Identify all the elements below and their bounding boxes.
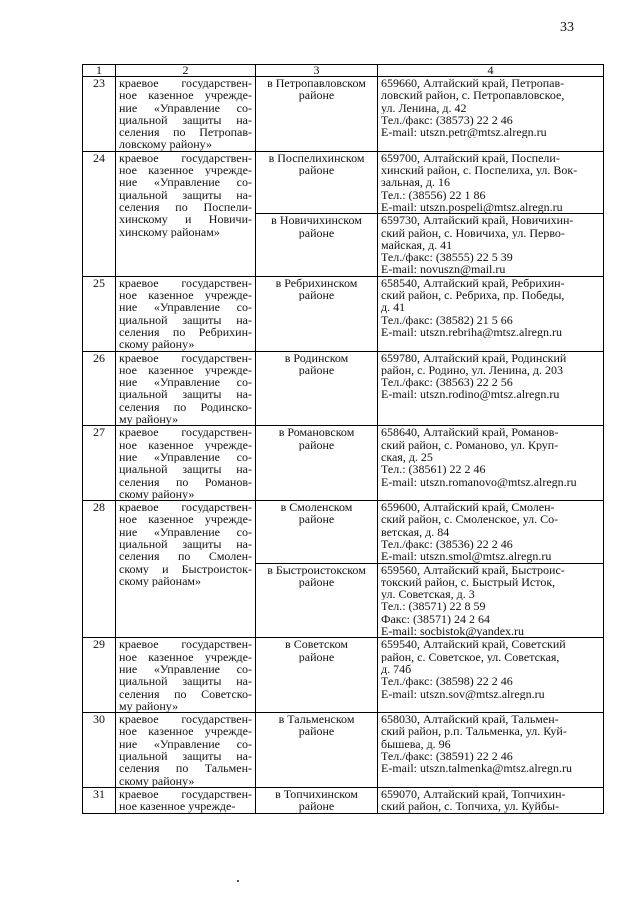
district-name-line: в Новичихинском <box>271 214 362 227</box>
district-name-line: районе <box>298 363 335 377</box>
district-name-line: районе <box>298 800 335 813</box>
contact-address-line: 659700, Алтайский край, Поспели- <box>381 151 560 165</box>
contact-address-line: E-mail: socbistok@yandex.ru <box>381 625 525 638</box>
organization-name-line: скому районам» <box>119 574 202 588</box>
organization-name-line: ное казенное учрежде- <box>119 289 252 302</box>
district-name-line: районе <box>298 575 335 589</box>
organization-name-line: ние «Управление со- <box>119 525 252 538</box>
contact-address-line: E-mail: novuszn@mail.ru <box>381 263 506 276</box>
scan-speck <box>237 880 239 882</box>
organization-name-line: краевое государствен- <box>119 426 252 439</box>
contact-address <box>378 501 604 563</box>
row-number: 23 <box>83 77 116 152</box>
contact-address-line: Тел./факс: (38582) 21 5 66 <box>381 313 513 326</box>
organization-name <box>116 501 256 638</box>
district-name-line: в Романовском <box>278 426 355 439</box>
contact-address-line: Тел./факс: (38573) 22 2 46 <box>381 113 513 127</box>
organization-name-line: краевое государствен- <box>119 77 252 90</box>
contact-address-line: ловский район, с. Петропавловское, <box>381 89 565 102</box>
organization-name <box>116 787 256 813</box>
organization-name-line: ние «Управление со- <box>119 301 252 314</box>
organization-name-line: хинскому и Новичи- <box>119 213 252 226</box>
district-name-line: в Поспелихинском <box>268 151 365 165</box>
page-number: 33 <box>560 20 574 35</box>
table-row <box>83 351 604 426</box>
table-row <box>83 77 604 152</box>
district-name <box>256 151 378 213</box>
contact-address-line: 658640, Алтайский край, Романов- <box>381 426 559 439</box>
column-number-row <box>83 65 604 77</box>
registry-table <box>82 64 604 814</box>
contact-address-line: майская, д. 41 <box>381 238 453 252</box>
contact-address-line: ская, д. 25 <box>381 450 433 464</box>
organization-name-line: ное казенное учрежде- <box>119 89 252 102</box>
contact-address-line: ветская, д. 84 <box>381 525 450 538</box>
contact-address-line: Тел.: (38571) 22 8 59 <box>381 600 486 613</box>
contact-address-line: E-mail: utszn.talmenka@mtsz.alregn.ru <box>381 762 572 775</box>
organization-name-line: му району» <box>119 699 179 713</box>
district-name-line: районе <box>298 650 335 663</box>
contact-address-line: район, с. Советское, ул. Советская, <box>381 650 560 663</box>
contact-address <box>378 638 604 713</box>
contact-address-line: ский район, с. Смоленское, ул. Со- <box>381 513 559 526</box>
row-number: 24 <box>83 151 116 276</box>
contact-address-line: Тел./факс: (38563) 22 2 56 <box>381 376 513 389</box>
contact-address-line: токский район, с. Быстрый Исток, <box>381 575 556 589</box>
organization-name-line: краевое государствен- <box>119 713 252 726</box>
district-name <box>256 214 378 276</box>
contact-address <box>378 351 604 426</box>
column-number: 1 <box>83 65 116 77</box>
contact-address-line: 659730, Алтайский край, Новичихин- <box>381 214 574 227</box>
row-number: 29 <box>83 638 116 713</box>
district-name-line: в Ребрихинском <box>275 276 358 290</box>
contact-address-line: хинский район, с. Поспелиха, ул. Вок- <box>381 164 578 177</box>
organization-name-line: краевое государствен- <box>119 151 252 165</box>
organization-name <box>116 713 256 788</box>
district-name-line: в Топчихинском <box>275 787 358 801</box>
district-name-line: в Быстроистокском <box>267 563 366 576</box>
table-row <box>83 426 604 501</box>
organization-name-line: му району» <box>119 413 179 426</box>
contact-address-line: Тел./факс: (38555) 22 5 39 <box>381 251 513 264</box>
organization-name-line: селения по Советско- <box>119 687 252 700</box>
contact-address-line: E-mail: utszn.romanovo@mtsz.alregn.ru <box>381 475 577 488</box>
row-number: 28 <box>83 501 116 638</box>
contact-address-line: 658540, Алтайский край, Ребрихин- <box>381 276 565 290</box>
contact-address <box>378 787 604 813</box>
contact-address-line: E-mail: utszn.pospeli@mtsz.alregn.ru <box>381 200 563 214</box>
organization-name-line: селения по Поспели- <box>119 200 252 214</box>
organization-name-line: ное казенное учрежде- <box>119 513 252 526</box>
district-name-line: в Петропавловском <box>267 77 366 90</box>
table-row <box>83 501 604 563</box>
contact-address-line: E-mail: utszn.smol@mtsz.alregn.ru <box>381 550 552 563</box>
organization-name-line: краевое государствен- <box>119 638 252 651</box>
contact-address-line: район, с. Родино, ул. Ленина, д. 203 <box>381 363 564 377</box>
contact-address <box>378 563 604 638</box>
organization-name-line: скому району» <box>119 487 195 501</box>
contact-address-line: 659560, Алтайский край, Быстроис- <box>381 563 565 576</box>
table-row <box>83 276 604 351</box>
district-name <box>256 713 378 788</box>
contact-address-line: Тел.: (38556) 22 1 86 <box>381 188 486 201</box>
district-name <box>256 351 378 426</box>
contact-address-line: ский район, р.п. Тальменка, ул. Куй- <box>381 725 567 738</box>
contact-address-line: ский район, с. Ребриха, пр. Победы, <box>381 289 565 302</box>
organization-name-line: ное казенное учрежде- <box>119 164 252 177</box>
organization-name-line: ловскому району» <box>119 138 212 151</box>
organization-name <box>116 351 256 426</box>
column-number: 2 <box>116 65 256 77</box>
contact-address-line: Факс: (38571) 24 2 64 <box>381 612 490 626</box>
organization-name-line: селения по Ребрихин- <box>119 325 252 339</box>
contact-address-line: ский район, с. Романово, ул. Круп- <box>381 438 559 451</box>
row-number: 27 <box>83 426 116 501</box>
contact-address-line: Тел.: (38561) 22 2 46 <box>381 463 486 476</box>
contact-address <box>378 426 604 501</box>
organization-name-line: селения по Петропав- <box>119 126 252 139</box>
contact-address-line: д. 41 <box>381 301 406 314</box>
organization-name <box>116 77 256 152</box>
contact-address-line: 659540, Алтайский край, Советский <box>381 638 566 651</box>
organization-name <box>116 276 256 351</box>
contact-address <box>378 214 604 276</box>
column-number: 3 <box>256 65 378 77</box>
district-name <box>256 276 378 351</box>
organization-name-line: краевое государствен- <box>119 351 252 364</box>
contact-address-line: ский район, с. Новичиха, ул. Перво- <box>381 226 565 239</box>
contact-address-line: Тел./факс: (38591) 22 2 46 <box>381 750 513 763</box>
organization-name-line: ное казенное учрежде- <box>119 725 252 738</box>
organization-name <box>116 151 256 276</box>
contact-address-line: E-mail: utszn.rebriha@mtsz.alregn.ru <box>381 325 562 339</box>
organization-name-line: краевое государствен- <box>119 501 252 514</box>
contact-address-line: E-mail: utszn.sov@mtsz.alregn.ru <box>381 687 545 700</box>
organization-name-line: циальной защиты на- <box>119 388 252 401</box>
organization-name <box>116 638 256 713</box>
organization-name-line: ное казенное учрежде- <box>119 650 252 663</box>
contact-address-line: 658030, Алтайский край, Тальмен- <box>381 713 559 726</box>
table-row <box>83 713 604 788</box>
organization-name-line: скому району» <box>119 338 195 351</box>
organization-name-line: циальной защиты на- <box>119 113 252 127</box>
row-number: 26 <box>83 351 116 426</box>
contact-address-line: E-mail: utszn.petr@mtsz.alregn.ru <box>381 126 547 139</box>
organization-name-line: ние «Управление со- <box>119 376 252 389</box>
district-name-line: в Тальменском <box>278 713 355 726</box>
district-name <box>256 563 378 638</box>
organization-name-line: скому району» <box>119 774 195 787</box>
organization-name-line: циальной защиты на- <box>119 537 252 551</box>
organization-name-line: ное казенное учрежде- <box>119 438 252 451</box>
organization-name-line: селения по Родинско- <box>119 400 252 414</box>
district-name-line: районе <box>298 289 335 302</box>
organization-name-line: циальной защиты на- <box>119 188 252 201</box>
row-number: 25 <box>83 276 116 351</box>
organization-name-line: скому и Быстроисток- <box>119 562 252 575</box>
district-name <box>256 787 378 813</box>
district-name <box>256 426 378 501</box>
contact-address-line: 659780, Алтайский край, Родинский <box>381 351 567 364</box>
contact-address-line: 659660, Алтайский край, Петропав- <box>381 77 565 90</box>
contact-address-line: ул. Ленина, д. 42 <box>381 101 467 114</box>
contact-address-line: д. 74б <box>381 662 412 676</box>
district-name-line: районе <box>298 89 335 102</box>
table-row <box>83 151 604 213</box>
organization-name <box>116 426 256 501</box>
contact-address <box>378 713 604 788</box>
district-name-line: в Советском <box>285 638 348 651</box>
contact-address-line: 659070, Алтайский край, Топчихин- <box>381 787 566 801</box>
district-name-line: в Родинском <box>284 351 349 364</box>
organization-name-line: циальной защиты на- <box>119 313 252 326</box>
district-name-line: в Смоленском <box>280 501 353 514</box>
organization-name-line: ное казенное учрежде- <box>119 800 236 813</box>
district-name-line: районе <box>298 226 335 239</box>
district-name <box>256 638 378 713</box>
district-name-line: районе <box>298 438 335 451</box>
column-number: 4 <box>378 65 604 77</box>
organization-name-line: ние «Управление со- <box>119 737 252 751</box>
contact-address <box>378 151 604 213</box>
organization-name-line: селения по Тальмен- <box>119 762 252 775</box>
district-name-line: районе <box>298 725 335 738</box>
contact-address-line: 659600, Алтайский край, Смолен- <box>381 501 555 514</box>
table-row <box>83 638 604 713</box>
contact-address-line: ский район, с. Топчиха, ул. Куйбы- <box>381 800 560 813</box>
contact-address-line: Тел./факс: (38536) 22 2 46 <box>381 537 513 551</box>
organization-name-line: селения по Смолен- <box>119 550 252 563</box>
district-name-line: районе <box>298 164 335 177</box>
organization-name-line: ное казенное учрежде- <box>119 363 252 377</box>
district-name <box>256 501 378 563</box>
district-name-line: районе <box>298 513 335 526</box>
contact-address-line: E-mail: utszn.rodino@mtsz.alregn.ru <box>381 388 560 401</box>
district-name <box>256 77 378 152</box>
organization-name-line: хинскому районам» <box>119 225 220 238</box>
table-row <box>83 787 604 813</box>
contact-address-line: Тел./факс: (38598) 22 2 46 <box>381 675 513 688</box>
contact-address-line: бышева, д. 96 <box>381 737 451 751</box>
contact-address-line: зальная, д. 16 <box>381 176 451 189</box>
organization-name-line: селения по Романов- <box>119 475 252 488</box>
row-number: 31 <box>83 787 116 813</box>
row-number: 30 <box>83 713 116 788</box>
organization-name-line: ние «Управление со- <box>119 176 252 189</box>
organization-name-line: краевое государствен- <box>119 276 252 290</box>
organization-name-line: циальной защиты на- <box>119 750 252 763</box>
organization-name-line: ние «Управление со- <box>119 662 252 676</box>
organization-name-line: ние «Управление со- <box>119 450 252 464</box>
organization-name-line: циальной защиты на- <box>119 463 252 476</box>
organization-name-line: ние «Управление со- <box>119 101 252 114</box>
contact-address <box>378 276 604 351</box>
contact-address <box>378 77 604 152</box>
organization-name-line: краевое государствен- <box>119 787 252 801</box>
organization-name-line: циальной защиты на- <box>119 675 252 688</box>
contact-address-line: ул. Советская, д. 3 <box>381 588 475 601</box>
